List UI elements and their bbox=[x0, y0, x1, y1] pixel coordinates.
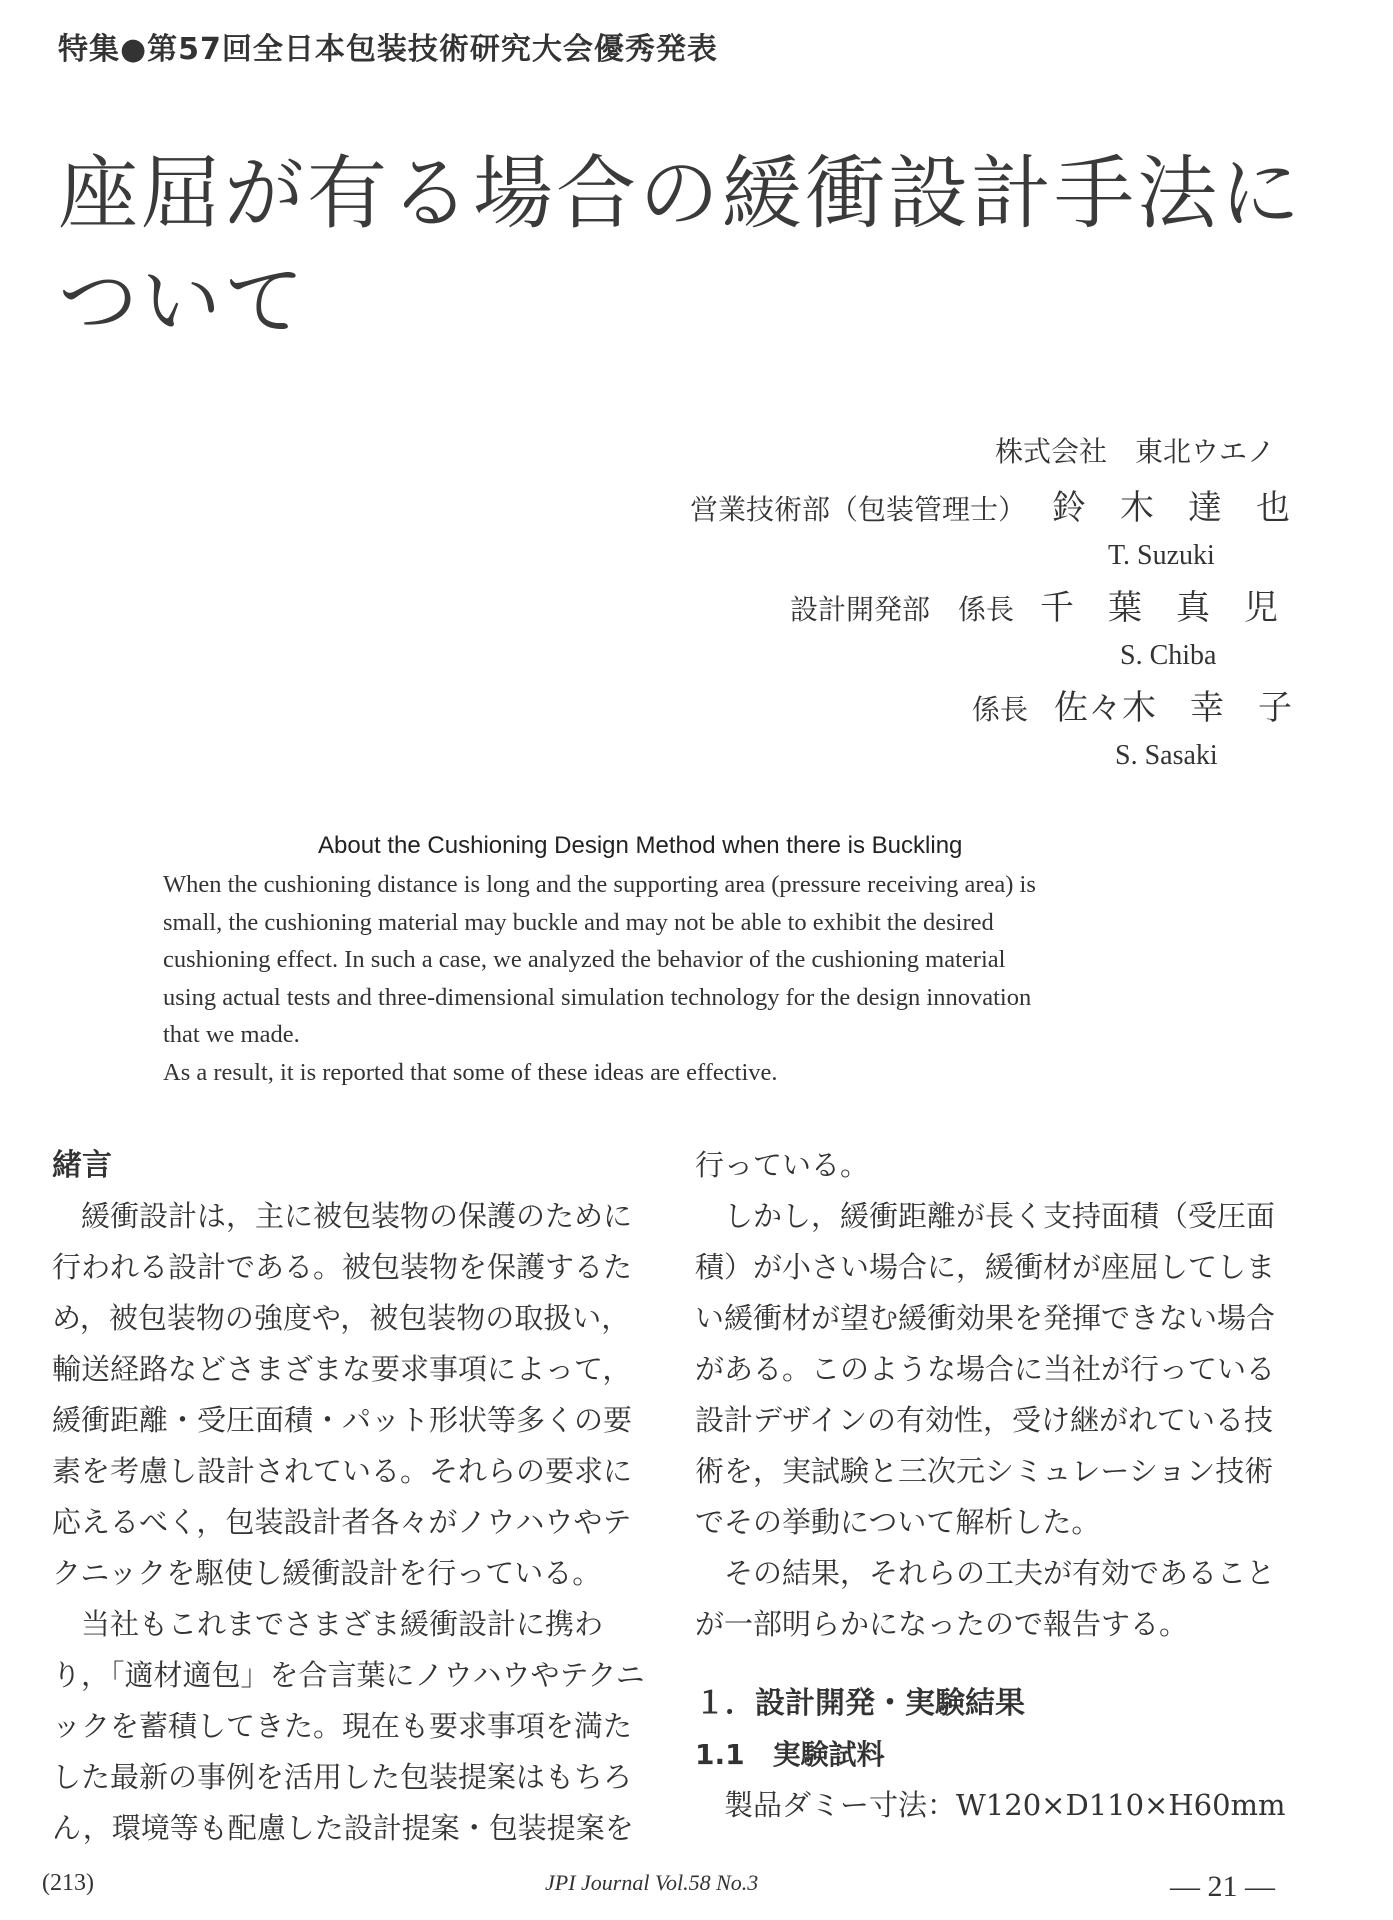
author-1 bbox=[690, 480, 1290, 529]
body-line: 行われる設計である。被包装物を保護するた bbox=[52, 1250, 633, 1284]
body-line: が一部明らかになったので報告する。 bbox=[695, 1607, 1189, 1641]
page-ref: (213) bbox=[42, 1870, 94, 1896]
body-line: 設計デザインの有効性，受け継がれている技 bbox=[695, 1403, 1273, 1437]
body-line: クニックを駆使し緩衝設計を行っている。 bbox=[52, 1556, 602, 1590]
body-line: 製品ダミー寸法：W120×D110×H60mm bbox=[695, 1788, 1286, 1822]
abstract-line: that we made. bbox=[163, 1021, 300, 1048]
body-line: でその挙動について解析した。 bbox=[695, 1505, 1101, 1539]
author-1-dept: 営業技術部（包装管理士） bbox=[690, 493, 1027, 526]
body-line: り，「適材適包」を合言葉にノウハウやテクニ bbox=[52, 1658, 645, 1692]
author-3-roman: S. Sasaki bbox=[1115, 740, 1218, 771]
company-name: 株式会社 東北ウエノ bbox=[995, 435, 1276, 468]
left-column bbox=[52, 1140, 672, 1854]
page-number: ― 21 ― bbox=[1170, 1870, 1275, 1903]
body-line: 輸送経路などさまざまな要求事項によって， bbox=[52, 1352, 632, 1386]
body-line: 応えるべく，包装設計者各々がノウハウやテ bbox=[52, 1505, 632, 1539]
abstract-line: As a result, it is reported that some of these ideas are effective. bbox=[163, 1058, 778, 1086]
abstract-line: cushioning effect. In such a case, we analyzed the behavior of the cushioning material bbox=[163, 946, 1006, 973]
section-heading: １．設計開発・実験結果 bbox=[695, 1686, 1025, 1721]
author-1-roman: T. Suzuki bbox=[1108, 540, 1215, 571]
title-line-2: ついて bbox=[58, 255, 307, 348]
body-line: め，被包装物の強度や，被包装物の取扱い， bbox=[52, 1301, 631, 1335]
author-2-dept: 設計開発部 係長 bbox=[790, 593, 1015, 626]
intro-heading: 緒言 bbox=[52, 1148, 112, 1183]
abstract-line: When the cushioning distance is long and the supporting area (pressure receiving area) is bbox=[163, 871, 1036, 898]
author-3 bbox=[972, 680, 1292, 729]
body-line: い緩衝材が望む緩衝効果を発揮できない場合 bbox=[695, 1301, 1276, 1335]
author-2-name: 千 葉 真 児 bbox=[1040, 588, 1279, 628]
body-line: 積）が小さい場合に，緩衝材が座屈してしま bbox=[695, 1250, 1276, 1284]
abstract-title: About the Cushioning Design Method when there is Buckling bbox=[318, 832, 963, 859]
author-2 bbox=[790, 580, 1278, 629]
body-line: 緩衝距離・受圧面積・パット形状等多くの要 bbox=[52, 1403, 633, 1437]
abstract-body bbox=[163, 866, 1188, 1091]
article-title bbox=[58, 140, 1328, 356]
author-2-roman: S. Chiba bbox=[1120, 640, 1217, 671]
body-line: しかし，緩衝距離が長く支持面積（受圧面 bbox=[695, 1199, 1276, 1233]
feature-header: 特集●第57回全日本包装技術研究大会優秀発表 bbox=[58, 32, 718, 67]
abstract-line: small, the cushioning material may buckle and may not be able to exhibit the desired bbox=[163, 908, 994, 936]
body-line: 素を考慮し設計されている。それらの要求に bbox=[52, 1454, 633, 1488]
body-line: ックを蓄積してきた。現在も要求事項を満た bbox=[52, 1709, 633, 1743]
sub-heading: 1.1 実験試料 bbox=[695, 1738, 885, 1771]
body-line: ん，環境等も配慮した設計提案・包装提案を bbox=[52, 1811, 634, 1845]
abstract-line: using actual tests and three-dimensional simulation technology for the design innovation bbox=[163, 983, 1032, 1011]
title-line-1: 座屈が有る場合の緩衝設計手法に bbox=[58, 147, 1303, 240]
right-column bbox=[695, 1140, 1315, 1831]
body-line: 行っている。 bbox=[695, 1148, 870, 1182]
body-line: 緩衝設計は，主に被包装物の保護のために bbox=[52, 1199, 633, 1233]
body-line: その結果，それらの工夫が有効であること bbox=[695, 1556, 1276, 1590]
body-line: がある。このような場合に当社が行っている bbox=[695, 1352, 1276, 1386]
body-line: 当社もこれまでさまざま緩衝設計に携わ bbox=[52, 1607, 604, 1641]
body-line: した最新の事例を活用した包装提案はもちろ bbox=[52, 1760, 633, 1794]
author-1-name: 鈴 木 達 也 bbox=[1052, 488, 1291, 528]
journal-name: JPI Journal Vol.58 No.3 bbox=[545, 1870, 759, 1895]
author-3-name: 佐々木 幸 子 bbox=[1054, 688, 1293, 728]
author-3-dept: 係長 bbox=[972, 693, 1029, 726]
spacer bbox=[695, 1650, 1315, 1678]
body-line: 術を，実試験と三次元シミュレーション技術 bbox=[695, 1454, 1274, 1488]
